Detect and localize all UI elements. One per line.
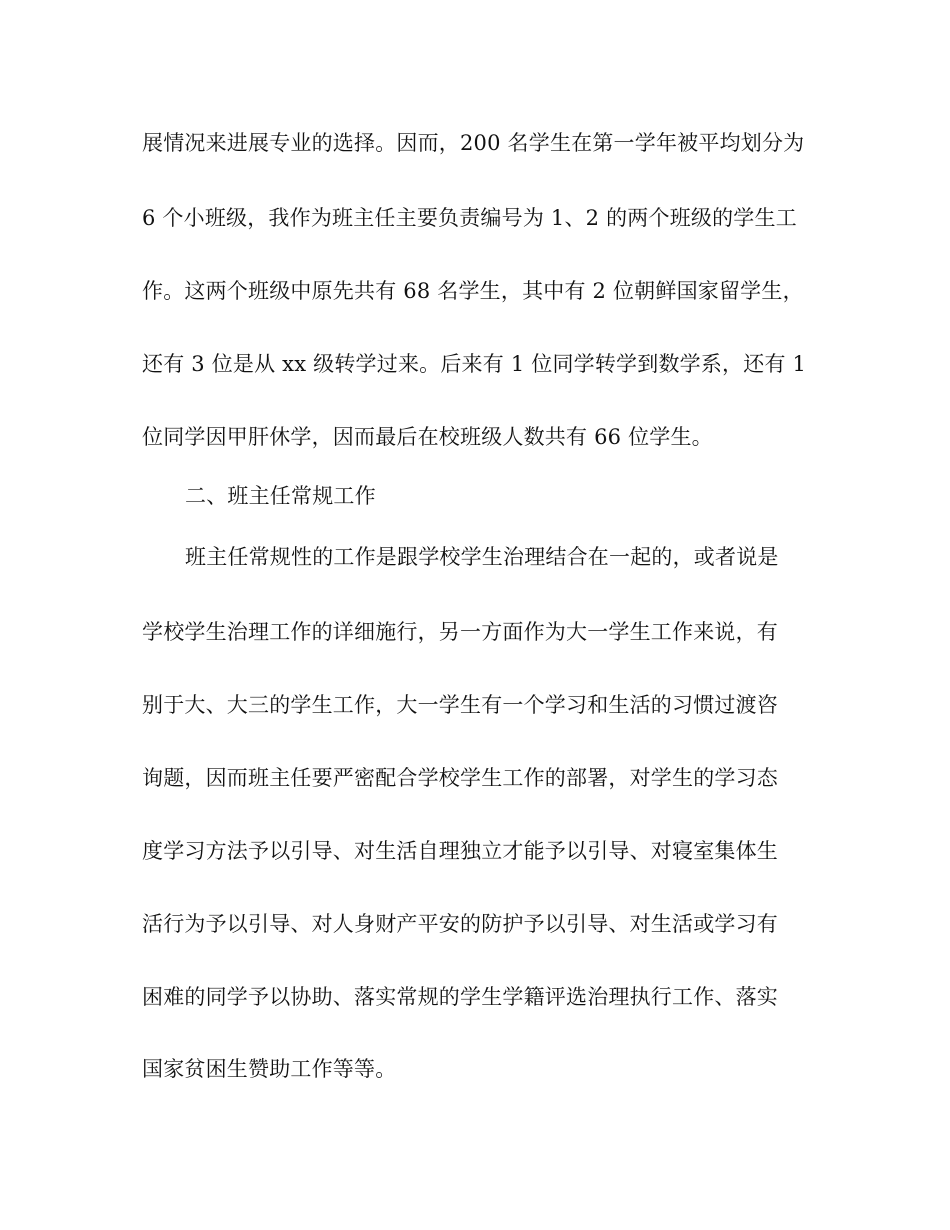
paragraph-2-line-2: 学校学生治理工作的详细施行，另一方面作为大一学生工作来说，有 — [142, 620, 778, 644]
paragraph-2-line-3: 别于大、大三的学生工作，大一学生有一个学习和生活的习惯过渡咨 — [142, 693, 778, 717]
paragraph-1-line-2: 6 个小班级，我作为班主任主要负责编号为 1、2 的两个班级的学生工 — [142, 206, 797, 230]
paragraph-1-line-3: 作。这两个班级中原先共有 68 名学生，其中有 2 位朝鲜国家留学生， — [142, 279, 804, 303]
paragraph-2-line-1: 班主任常规性的工作是跟学校学生治理结合在一起的，或者说是 — [185, 545, 779, 569]
section-heading: 二、班主任常规工作 — [185, 484, 376, 508]
paragraph-1-line-1: 展情况来进展专业的选择。因而，200 名学生在第一学年被平均划分为 — [142, 131, 805, 155]
paragraph-2-line-8: 国家贫困生赞助工作等等。 — [142, 1057, 397, 1081]
paragraph-1-line-4: 还有 3 位是从 xx 级转学过来。后来有 1 位同学转学到数学系，还有 1 — [142, 352, 807, 376]
paragraph-2-line-6: 活行为予以引导、对人身财产平安的防护予以引导、对生活或学习有 — [142, 912, 778, 936]
paragraph-2-line-5: 度学习方法予以引导、对生活自理独立才能予以引导、对寝室集体生 — [142, 839, 778, 863]
paragraph-1-line-5: 位同学因甲肝休学，因而最后在校班级人数共有 66 位学生。 — [142, 425, 713, 449]
paragraph-2-line-4: 询题，因而班主任要严密配合学校学生工作的部署，对学生的学习态 — [142, 766, 778, 790]
paragraph-2-line-7: 困难的同学予以协助、落实常规的学生学籍评选治理执行工作、落实 — [142, 985, 778, 1009]
